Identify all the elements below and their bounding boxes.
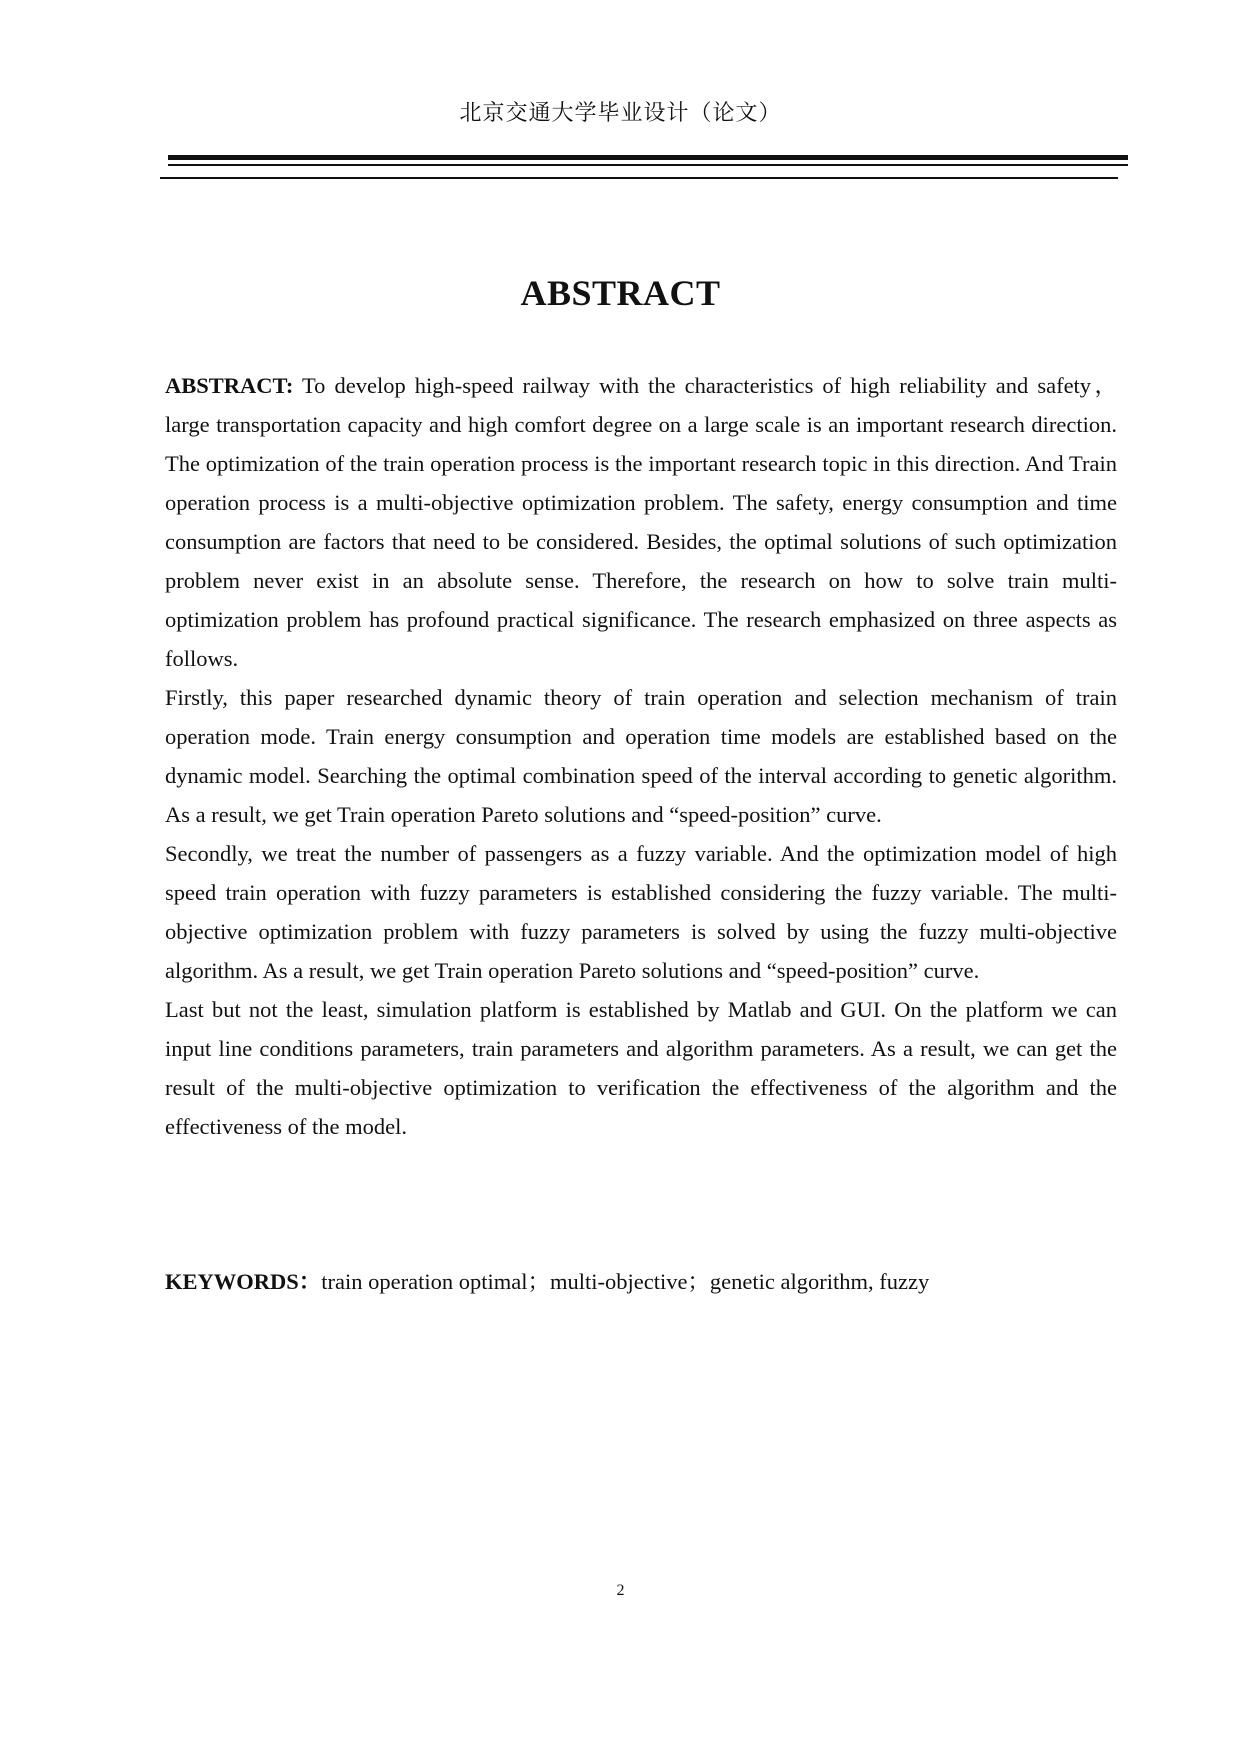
page-number: 2 bbox=[616, 1582, 625, 1599]
abstract-title: ABSTRACT bbox=[520, 273, 721, 313]
keywords-label: KEYWORDS： bbox=[165, 1269, 322, 1294]
abstract-paragraph-2: Firstly, this paper researched dynamic theory of train operation and selection mechanism of train operation mode. Train energy consumption and operation time models are established based on the dynamic model. Searching the optimal combination speed of the interval according to genetic algorithm. As a result, we get Train operation Pareto solutions and “speed-position” curve. bbox=[165, 685, 1117, 827]
header-rule-thin bbox=[160, 177, 1118, 179]
abstract-paragraph-4: Last but not the least, simulation platform is established by Matlab and GUI. On the platform we can input line conditions parameters, train parameters and algorithm parameters. As a result, we can get the result of the multi-objective optimization to verification the effectiveness of the algorithm and the effectiveness of the model. bbox=[165, 997, 1117, 1139]
keywords-line bbox=[165, 1262, 1117, 1301]
abstract-paragraph-3: Secondly, we treat the number of passengers as a fuzzy variable. And the optimization model of high speed train operation with fuzzy parameters is established considering the fuzzy variable. The multi-objective optimization problem with fuzzy parameters is solved by using the fuzzy multi-objective algorithm. As a result, we get Train operation Pareto solutions and “speed-position” curve. bbox=[165, 841, 1117, 983]
abstract-paragraph-1-text: To develop high-speed railway with the characteristics of high reliability and safety， large transportation capacity and high comfort degree on a large scale is an important research direction. The optimization of the train operation process is the important research topic in this direction. And Train operation process is a multi-objective optimization problem. The safety, energy consumption and time consumption are factors that need to be considered. Besides, the optimal solutions of such optimization problem never exist in an absolute sense. Therefore, the research on how to solve train multi-optimization problem has profound practical significance. The research emphasized on three aspects as follows. bbox=[165, 373, 1117, 671]
abstract-label: ABSTRACT: bbox=[165, 373, 294, 398]
header-rule-double bbox=[168, 164, 1128, 166]
keywords-text: train operation optimal；multi-objective；genetic algorithm, fuzzy bbox=[321, 1269, 930, 1294]
abstract-body bbox=[165, 366, 1117, 1146]
abstract-paragraph-1 bbox=[165, 366, 1117, 678]
running-header: 北京交通大学毕业设计（论文） bbox=[459, 101, 782, 126]
header-rule-thick bbox=[168, 155, 1128, 160]
